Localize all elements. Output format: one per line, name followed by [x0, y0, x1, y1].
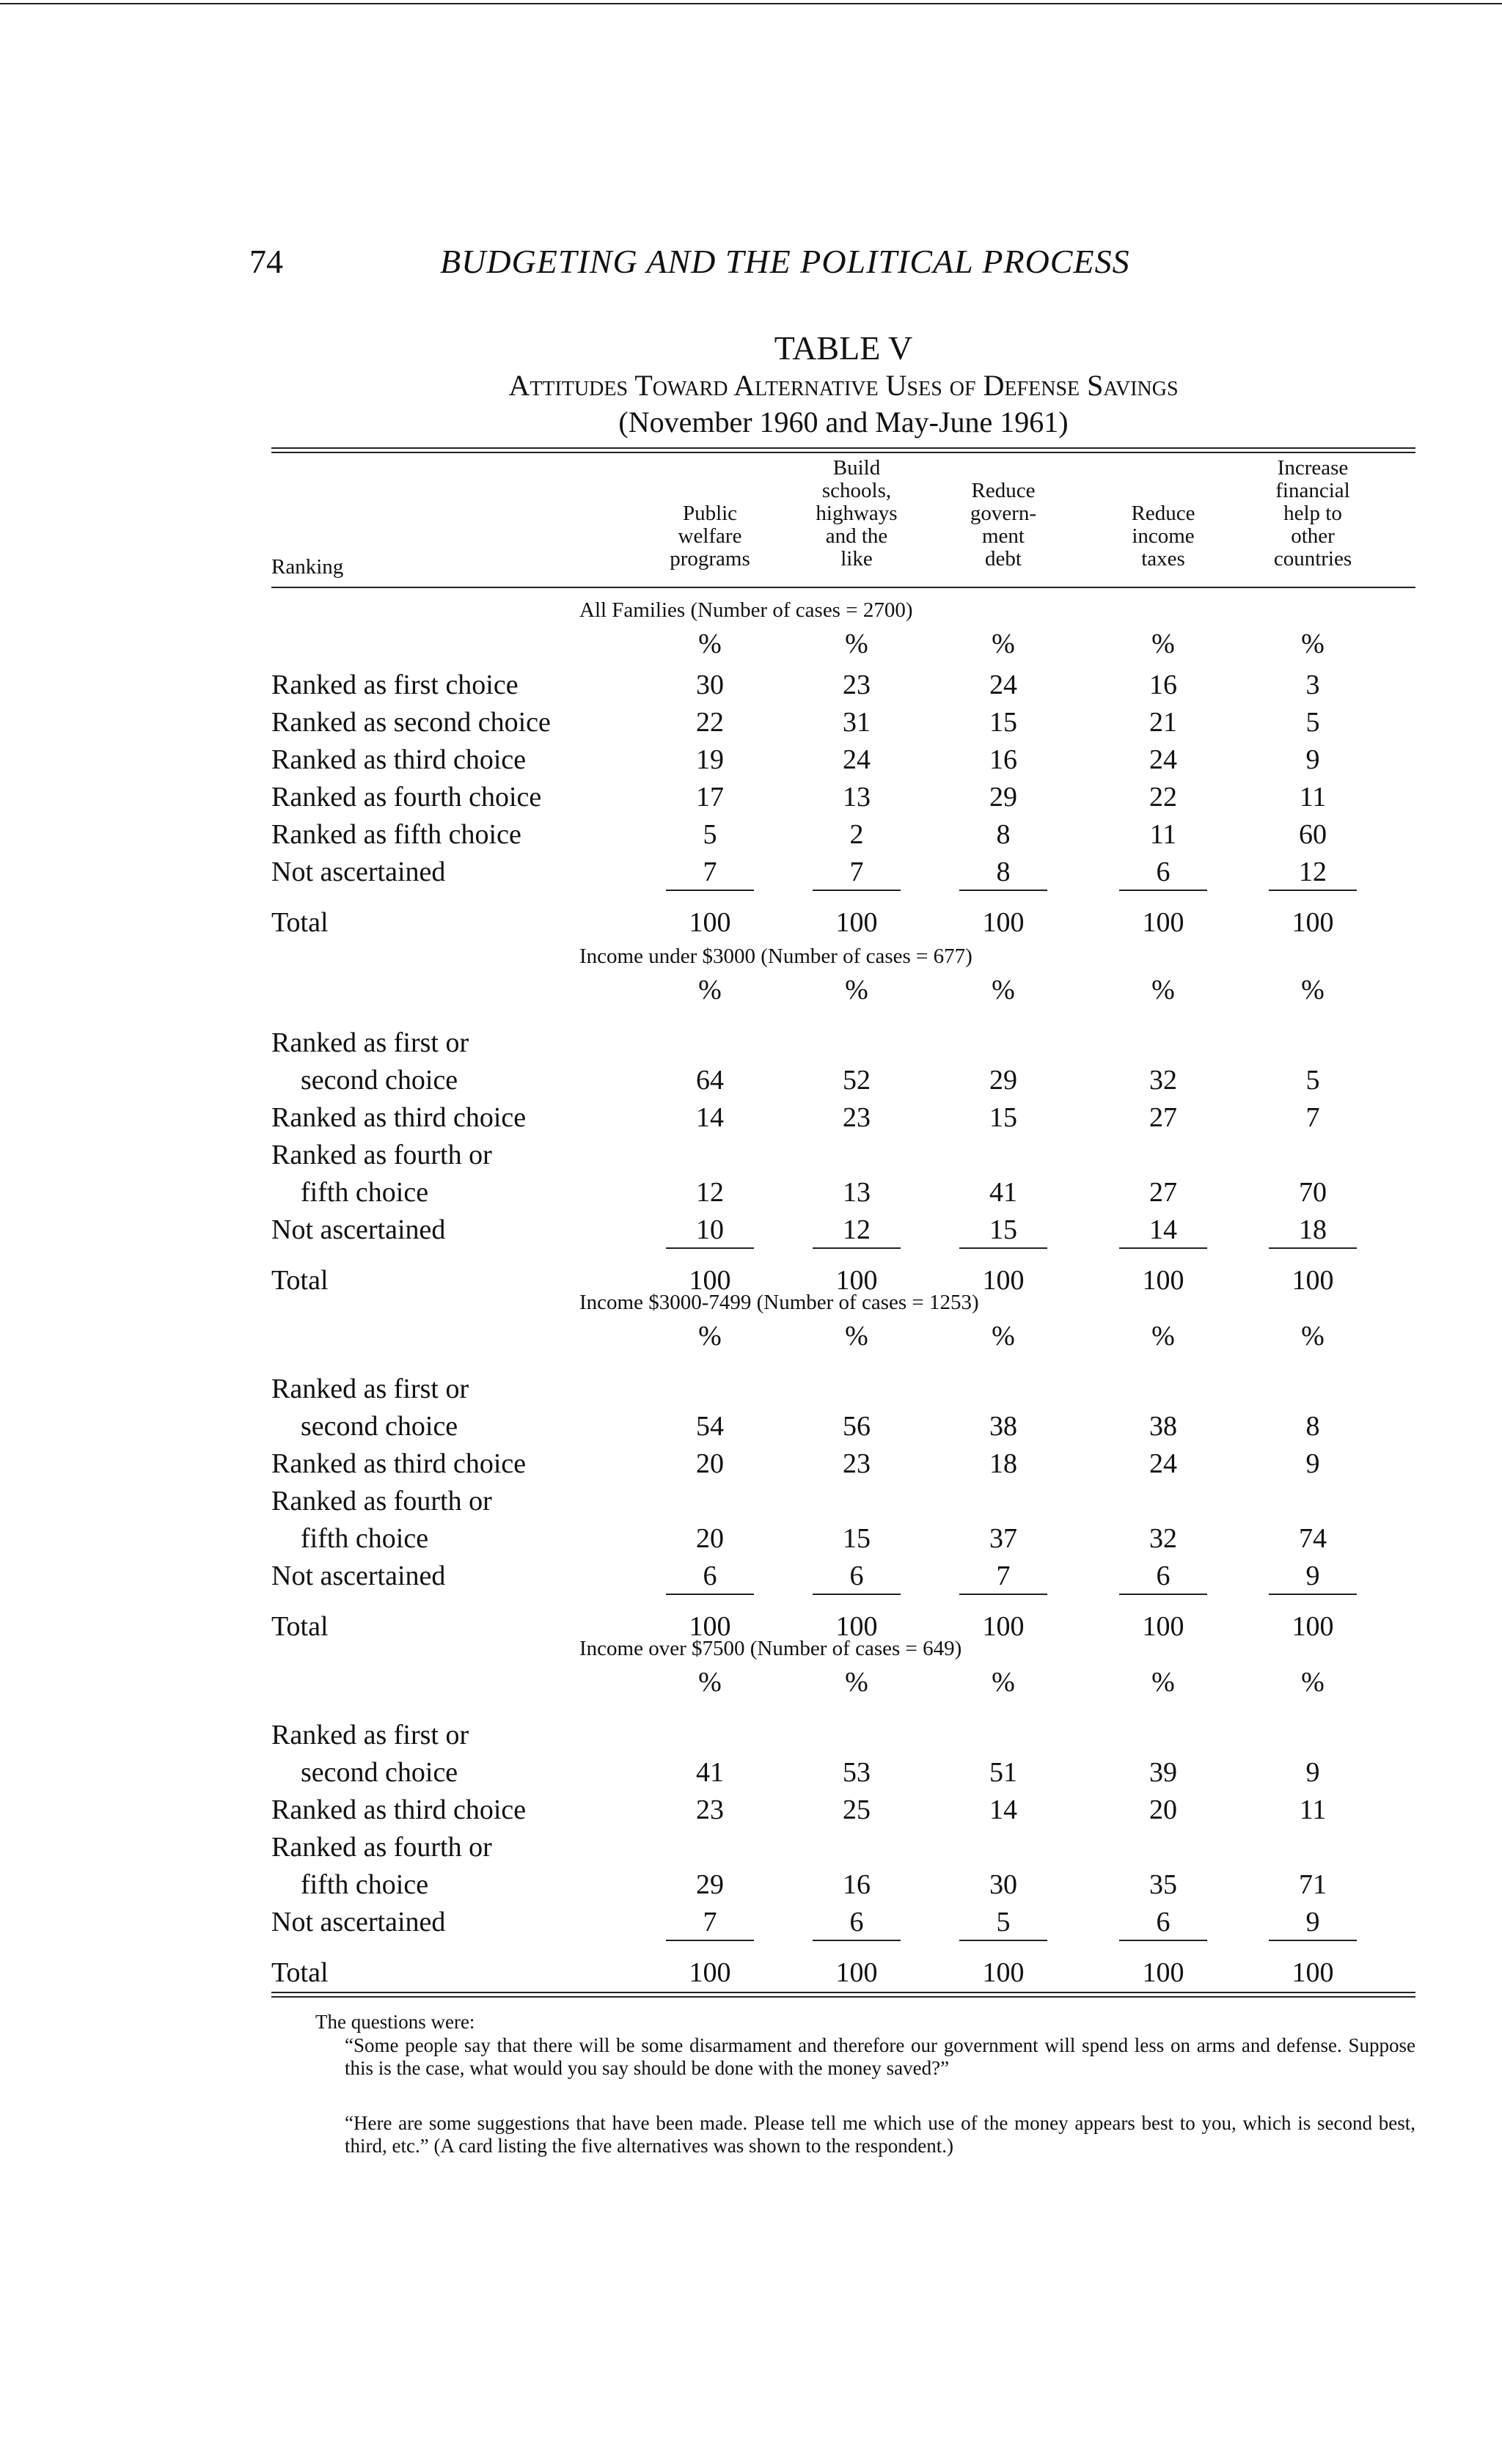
total-cell: 100	[1292, 1265, 1334, 1296]
table-cell: 24	[843, 744, 871, 775]
table-cell: 35	[1149, 1869, 1177, 1900]
row-label-continued: second choice	[301, 1065, 458, 1096]
row-label: Ranked as fourth or	[271, 1832, 492, 1863]
total-cell: 100	[835, 1265, 878, 1296]
percent-sign: %	[698, 628, 722, 659]
percent-sign: %	[845, 1321, 868, 1352]
sum-underline	[1119, 1594, 1207, 1595]
sum-underline	[959, 1247, 1047, 1249]
column-header-3	[930, 480, 1077, 571]
table-cell: 3	[1305, 670, 1320, 700]
table-cell: 7	[996, 1561, 1011, 1591]
table-cell: 18	[989, 1448, 1017, 1479]
table-cell: 31	[843, 707, 871, 738]
table-cell: 20	[696, 1523, 724, 1554]
row-label: Ranked as first or	[271, 1027, 469, 1058]
total-cell: 100	[1292, 1957, 1334, 1988]
table-cell: 16	[989, 744, 1017, 775]
table-cell: 41	[989, 1177, 1017, 1208]
table-cell: 51	[989, 1757, 1017, 1788]
total-cell: 100	[689, 1265, 731, 1296]
table-cell: 16	[1149, 670, 1177, 700]
table-cell: 8	[996, 819, 1011, 850]
column-header-line: countries	[1273, 547, 1352, 571]
table-cell: 6	[1156, 857, 1171, 887]
table-cell: 22	[696, 707, 724, 738]
section-label: All Families (Number of cases = 2700)	[579, 598, 913, 622]
table-cell: 15	[989, 1214, 1017, 1245]
percent-sign: %	[698, 1667, 722, 1698]
table-cell: 41	[696, 1757, 724, 1788]
table-cell: 7	[1305, 1102, 1320, 1133]
table-cell: 5	[1305, 707, 1320, 738]
column-header-line: Public	[682, 502, 738, 525]
table-cell: 24	[1149, 744, 1177, 775]
table-cell: 9	[1305, 1561, 1320, 1591]
row-label: Ranked as third choice	[271, 1794, 527, 1825]
total-cell: 100	[1142, 1611, 1184, 1642]
table-cell: 30	[696, 670, 724, 700]
percent-sign: %	[1301, 1321, 1325, 1352]
table-cell: 12	[696, 1177, 724, 1208]
table-cell: 6	[1156, 1907, 1171, 1937]
total-cell: 100	[982, 907, 1025, 938]
percent-sign: %	[1151, 628, 1175, 659]
column-header-line: schools,	[821, 479, 892, 502]
column-header-line: help to	[1283, 502, 1342, 525]
running-head	[249, 242, 1423, 286]
row-label: Ranked as first choice	[271, 670, 519, 700]
table-cell: 52	[843, 1065, 871, 1096]
sum-underline	[666, 1940, 754, 1941]
total-label: Total	[271, 1611, 329, 1642]
row-label: Ranked as fourth choice	[271, 782, 542, 813]
total-cell: 100	[835, 907, 878, 938]
sum-underline	[813, 1247, 901, 1249]
table-bottom-rule-double	[271, 1996, 1415, 1998]
table-cell: 27	[1149, 1102, 1177, 1133]
column-header-1	[637, 502, 783, 571]
table-cell: 7	[849, 857, 864, 887]
table-cell: 60	[1299, 819, 1327, 850]
column-header-5	[1239, 457, 1386, 571]
table-cell: 15	[989, 1102, 1017, 1133]
table-cell: 22	[1149, 782, 1177, 813]
table-cell: 17	[696, 782, 724, 813]
table-cell: 24	[989, 670, 1017, 700]
row-label-continued: fifth choice	[301, 1177, 429, 1208]
column-header-line: Increase	[1277, 456, 1349, 480]
table-cell: 13	[843, 782, 871, 813]
row-label: Ranked as fifth choice	[271, 819, 521, 850]
table-cell: 14	[696, 1102, 724, 1133]
table-cell: 38	[989, 1411, 1017, 1442]
column-header-line: welfare	[678, 524, 742, 548]
total-cell: 100	[1292, 1611, 1334, 1642]
table-cell: 23	[843, 670, 871, 700]
table-cell: 54	[696, 1411, 724, 1442]
sum-underline	[1269, 890, 1357, 891]
sum-underline	[1269, 1940, 1357, 1941]
running-title: BUDGETING AND THE POLITICAL PROCESS	[440, 243, 1130, 280]
row-label-continued: second choice	[301, 1411, 458, 1442]
row-label: Ranked as fourth or	[271, 1486, 492, 1517]
column-header-line: taxes	[1141, 547, 1185, 571]
section-label: Income under $3000 (Number of cases = 677)	[579, 945, 972, 968]
table-cell: 39	[1149, 1757, 1177, 1788]
table-cell: 19	[696, 744, 724, 775]
table-cell: 6	[703, 1561, 717, 1591]
table-cell: 6	[849, 1907, 864, 1937]
percent-sign: %	[992, 1667, 1015, 1698]
table-cell: 29	[989, 782, 1017, 813]
table-top-rule-double	[271, 452, 1415, 453]
table-cell: 14	[989, 1794, 1017, 1825]
total-cell: 100	[835, 1611, 878, 1642]
sum-underline	[1269, 1594, 1357, 1595]
page-top-rule	[0, 3, 1502, 4]
table-cell: 14	[1149, 1214, 1177, 1245]
column-header-line: other	[1291, 524, 1335, 548]
table-cell: 5	[1305, 1065, 1320, 1096]
row-label: Ranked as third choice	[271, 744, 527, 775]
table-cell: 21	[1149, 707, 1177, 738]
percent-sign: %	[845, 1667, 868, 1698]
total-cell: 100	[689, 1957, 731, 1988]
row-label: Ranked as third choice	[271, 1102, 527, 1133]
sum-underline	[1119, 890, 1207, 891]
column-header-line: govern-	[970, 502, 1037, 525]
column-header-line: Reduce	[971, 479, 1036, 502]
table-cell: 30	[989, 1869, 1017, 1900]
row-label: Ranked as first or	[271, 1374, 469, 1404]
column-header-line: ment	[982, 524, 1025, 548]
table-cell: 70	[1299, 1177, 1327, 1208]
table-cell: 16	[843, 1869, 871, 1900]
sum-underline	[1119, 1247, 1207, 1249]
table-cell: 7	[703, 1907, 717, 1937]
percent-sign: %	[992, 975, 1015, 1005]
table-cell: 15	[843, 1523, 871, 1554]
table-cell: 23	[696, 1794, 724, 1825]
row-label: Not ascertained	[271, 1561, 446, 1591]
table-cell: 7	[703, 857, 717, 887]
percent-sign: %	[698, 1321, 722, 1352]
table-cell: 6	[1156, 1561, 1171, 1591]
column-header-line: like	[840, 547, 873, 571]
table-cell: 27	[1149, 1177, 1177, 1208]
table-subtitle: Attitudes Toward Alternative Uses of Defense Savings	[508, 369, 1179, 402]
sum-underline	[666, 1594, 754, 1595]
sum-underline	[959, 1594, 1047, 1595]
table-cell: 23	[843, 1448, 871, 1479]
sum-underline	[959, 1940, 1047, 1941]
total-cell: 100	[689, 1611, 731, 1642]
total-cell: 100	[835, 1957, 878, 1988]
table-cell: 32	[1149, 1065, 1177, 1096]
table-cell: 24	[1149, 1448, 1177, 1479]
percent-sign: %	[1151, 1667, 1175, 1698]
column-header-line: financial	[1275, 479, 1350, 502]
sum-underline	[813, 1594, 901, 1595]
table-period: (November 1960 and May-June 1961)	[618, 406, 1069, 439]
row-label: Not ascertained	[271, 1907, 446, 1937]
notes-question-2: “Here are some suggestions that have been made. Please tell me which use of the money appears best to you, which is second best, third, etc.” (A card listing the five alternatives was shown to the respondent.)	[345, 2112, 1415, 2157]
column-header-line: debt	[985, 547, 1022, 571]
column-header-line: Build	[832, 456, 881, 480]
table-cell: 9	[1305, 1907, 1320, 1937]
percent-sign: %	[845, 975, 868, 1005]
table-cell: 9	[1305, 744, 1320, 775]
table-cell: 29	[989, 1065, 1017, 1096]
row-label-continued: fifth choice	[301, 1523, 429, 1554]
table-cell: 12	[1299, 857, 1327, 887]
total-cell: 100	[982, 1957, 1025, 1988]
sum-underline	[813, 890, 901, 891]
table-cell: 25	[843, 1794, 871, 1825]
percent-sign: %	[992, 628, 1015, 659]
column-header-line: income	[1132, 524, 1195, 548]
total-cell: 100	[1142, 1957, 1184, 1988]
table-cell: 12	[843, 1214, 871, 1245]
row-label: Ranked as fourth or	[271, 1140, 492, 1170]
table-top-rule	[271, 447, 1415, 449]
table-cell: 5	[996, 1907, 1011, 1937]
stub-header: Ranking	[271, 555, 344, 579]
table-cell: 9	[1305, 1757, 1320, 1788]
table-cell: 71	[1299, 1869, 1327, 1900]
percent-sign: %	[1301, 628, 1325, 659]
sum-underline	[1119, 1940, 1207, 1941]
column-header-line: and the	[825, 524, 888, 548]
table-cell: 11	[1299, 782, 1327, 813]
table-cell: 20	[1149, 1794, 1177, 1825]
percent-sign: %	[1151, 1321, 1175, 1352]
percent-sign: %	[1301, 1667, 1325, 1698]
notes-question-1: “Some people say that there will be some disarmament and therefore our government will spend less on arms and defense. Suppose this is the case, what would you say should be done with the money saved?”	[345, 2034, 1415, 2079]
total-cell: 100	[1142, 907, 1184, 938]
percent-sign: %	[698, 975, 722, 1005]
sum-underline	[813, 1940, 901, 1941]
sum-underline	[959, 890, 1047, 891]
total-label: Total	[271, 907, 329, 938]
page-number: 74	[249, 243, 283, 280]
table-cell: 38	[1149, 1411, 1177, 1442]
table-cell: 53	[843, 1757, 871, 1788]
table-cell: 8	[996, 857, 1011, 887]
total-cell: 100	[689, 907, 731, 938]
sum-underline	[1269, 1247, 1357, 1249]
column-header-line: programs	[670, 547, 750, 571]
row-label: Not ascertained	[271, 857, 446, 887]
total-label: Total	[271, 1957, 329, 1988]
table-cell: 9	[1305, 1448, 1320, 1479]
table-cell: 64	[696, 1065, 724, 1096]
row-label: Not ascertained	[271, 1214, 446, 1245]
table-cell: 23	[843, 1102, 871, 1133]
section-label: Income over $7500 (Number of cases = 649)	[579, 1637, 962, 1660]
row-label-continued: fifth choice	[301, 1869, 429, 1900]
total-label: Total	[271, 1265, 329, 1296]
table-cell: 11	[1299, 1794, 1327, 1825]
row-label: Ranked as third choice	[271, 1448, 527, 1479]
total-cell: 100	[1142, 1265, 1184, 1296]
column-header-line: Reduce	[1131, 502, 1195, 525]
table-cell: 37	[989, 1523, 1017, 1554]
table-bottom-rule	[271, 1992, 1415, 1993]
sum-underline	[666, 890, 754, 891]
row-label-continued: second choice	[301, 1757, 458, 1788]
table-cell: 32	[1149, 1523, 1177, 1554]
table-cell: 5	[703, 819, 717, 850]
row-label: Ranked as second choice	[271, 707, 551, 738]
total-cell: 100	[1292, 907, 1334, 938]
row-label: Ranked as first or	[271, 1720, 469, 1750]
notes-lead: The questions were:	[315, 2011, 475, 2033]
column-header-line: highways	[816, 502, 898, 525]
total-cell: 100	[982, 1611, 1025, 1642]
table-title: TABLE V	[774, 329, 913, 367]
percent-sign: %	[1151, 975, 1175, 1005]
table-cell: 8	[1305, 1411, 1320, 1442]
table-cell: 18	[1299, 1214, 1327, 1245]
table-cell: 29	[696, 1869, 724, 1900]
header-bottom-rule	[271, 587, 1415, 588]
percent-sign: %	[845, 628, 868, 659]
column-header-4	[1090, 502, 1237, 571]
table-cell: 20	[696, 1448, 724, 1479]
table-cell: 74	[1299, 1523, 1327, 1554]
percent-sign: %	[992, 1321, 1015, 1352]
table-cell: 13	[843, 1177, 871, 1208]
table-cell: 56	[843, 1411, 871, 1442]
table-cell: 2	[849, 819, 864, 850]
sum-underline	[666, 1247, 754, 1249]
table-cell: 11	[1149, 819, 1177, 850]
table-cell: 10	[696, 1214, 724, 1245]
total-cell: 100	[982, 1265, 1025, 1296]
table-cell: 6	[849, 1561, 864, 1591]
percent-sign: %	[1301, 975, 1325, 1005]
column-header-2	[783, 457, 930, 571]
section-label: Income $3000-7499 (Number of cases = 1253)	[579, 1291, 979, 1314]
table-cell: 15	[989, 707, 1017, 738]
